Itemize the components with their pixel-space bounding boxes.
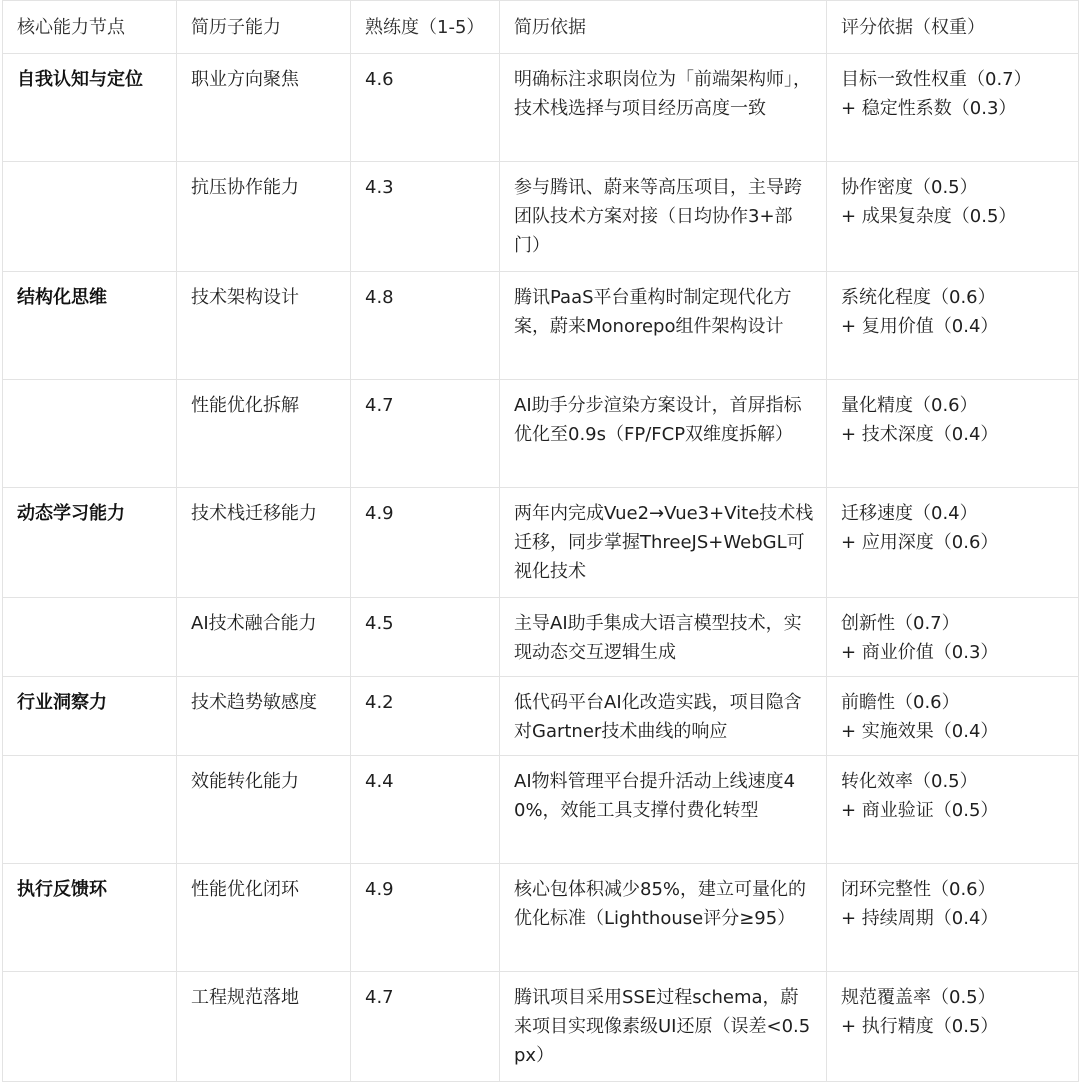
evidence-cell: 腾讯PaaS平台重构时制定现代化方案，蔚来Monorepo组件架构设计 (500, 272, 827, 380)
table-row (3, 162, 1079, 272)
sub-ability-cell: 性能优化拆解 (177, 380, 351, 488)
basis-line: + 执行精度（0.5） (841, 1016, 999, 1037)
core-node-cell (3, 972, 177, 1082)
evidence-cell: 低代码平台AI化改造实践，项目隐含对Gartner技术曲线的响应 (500, 677, 827, 756)
proficiency-cell: 4.8 (351, 272, 500, 380)
basis-line: + 商业价值（0.3） (841, 642, 999, 663)
header-scoring-basis: 评分依据（权重） (827, 1, 1079, 54)
sub-ability-cell: 职业方向聚焦 (177, 54, 351, 162)
core-node-cell: 结构化思维 (3, 272, 177, 380)
core-node-cell (3, 598, 177, 677)
basis-line: 目标一致性权重（0.7） (841, 69, 1032, 90)
table-row (3, 488, 1079, 598)
scoring-basis-cell (827, 864, 1079, 972)
core-node-cell (3, 380, 177, 488)
evidence-cell: 腾讯项目采用SSE过程schema，蔚来项目实现像素级UI还原（误差<0.5px） (500, 972, 827, 1082)
core-node-cell: 自我认知与定位 (3, 54, 177, 162)
proficiency-cell: 4.9 (351, 864, 500, 972)
header-core-node: 核心能力节点 (3, 1, 177, 54)
proficiency-cell: 4.3 (351, 162, 500, 272)
header-sub-ability: 简历子能力 (177, 1, 351, 54)
basis-line: + 技术深度（0.4） (841, 424, 999, 445)
basis-line: + 实施效果（0.4） (841, 721, 999, 742)
evidence-cell: 明确标注求职岗位为「前端架构师」，技术栈选择与项目经历高度一致 (500, 54, 827, 162)
scoring-basis-cell (827, 54, 1079, 162)
basis-line: 系统化程度（0.6） (841, 287, 996, 308)
evidence-cell: 两年内完成Vue2→Vue3+Vite技术栈迁移，同步掌握ThreeJS+WebGL可视化技术 (500, 488, 827, 598)
header-proficiency: 熟练度（1-5） (351, 1, 500, 54)
sub-ability-cell: 技术趋势敏感度 (177, 677, 351, 756)
table-row (3, 272, 1079, 380)
scoring-basis-cell (827, 677, 1079, 756)
scoring-basis-cell (827, 598, 1079, 677)
basis-line: + 稳定性系数（0.3） (841, 98, 1017, 119)
sub-ability-cell: 抗压协作能力 (177, 162, 351, 272)
proficiency-cell: 4.9 (351, 488, 500, 598)
basis-line: + 持续周期（0.4） (841, 908, 999, 929)
basis-line: + 成果复杂度（0.5） (841, 206, 1017, 227)
scoring-basis-cell (827, 756, 1079, 864)
basis-line: 转化效率（0.5） (841, 771, 978, 792)
evidence-cell: 主导AI助手集成大语言模型技术，实现动态交互逻辑生成 (500, 598, 827, 677)
basis-line: 量化精度（0.6） (841, 395, 978, 416)
header-row (3, 1, 1079, 54)
proficiency-cell: 4.5 (351, 598, 500, 677)
scoring-basis-cell (827, 162, 1079, 272)
core-node-cell: 动态学习能力 (3, 488, 177, 598)
sub-ability-cell: 工程规范落地 (177, 972, 351, 1082)
evidence-cell: AI物料管理平台提升活动上线速度40%，效能工具支撑付费化转型 (500, 756, 827, 864)
table-row (3, 380, 1079, 488)
proficiency-cell: 4.4 (351, 756, 500, 864)
core-node-cell (3, 756, 177, 864)
core-node-cell: 执行反馈环 (3, 864, 177, 972)
table-row (3, 54, 1079, 162)
sub-ability-cell: 技术栈迁移能力 (177, 488, 351, 598)
proficiency-cell: 4.7 (351, 380, 500, 488)
table-row (3, 756, 1079, 864)
table-row (3, 864, 1079, 972)
basis-line: + 复用价值（0.4） (841, 316, 999, 337)
evidence-cell: 参与腾讯、蔚来等高压项目，主导跨团队技术方案对接（日均协作3+部门） (500, 162, 827, 272)
evidence-cell: AI助手分步渲染方案设计，首屏指标优化至0.9s（FP/FCP双维度拆解） (500, 380, 827, 488)
evidence-cell: 核心包体积减少85%，建立可量化的优化标准（Lighthouse评分≥95） (500, 864, 827, 972)
proficiency-cell: 4.7 (351, 972, 500, 1082)
proficiency-cell: 4.2 (351, 677, 500, 756)
sub-ability-cell: 技术架构设计 (177, 272, 351, 380)
scoring-basis-cell (827, 488, 1079, 598)
scoring-basis-cell (827, 272, 1079, 380)
basis-line: 前瞻性（0.6） (841, 692, 960, 713)
basis-line: 闭环完整性（0.6） (841, 879, 996, 900)
proficiency-cell: 4.6 (351, 54, 500, 162)
scoring-basis-cell (827, 972, 1079, 1082)
sub-ability-cell: 效能转化能力 (177, 756, 351, 864)
table-row (3, 677, 1079, 756)
sub-ability-cell: AI技术融合能力 (177, 598, 351, 677)
core-node-cell (3, 162, 177, 272)
basis-line: + 商业验证（0.5） (841, 800, 999, 821)
scoring-basis-cell (827, 380, 1079, 488)
table-row (3, 598, 1079, 677)
basis-line: 协作密度（0.5） (841, 177, 978, 198)
sub-ability-cell: 性能优化闭环 (177, 864, 351, 972)
basis-line: 迁移速度（0.4） (841, 503, 978, 524)
basis-line: 创新性（0.7） (841, 613, 960, 634)
basis-line: 规范覆盖率（0.5） (841, 987, 996, 1008)
table-row (3, 972, 1079, 1082)
header-evidence: 简历依据 (500, 1, 827, 54)
basis-line: + 应用深度（0.6） (841, 532, 999, 553)
ability-table (2, 0, 1079, 1082)
core-node-cell: 行业洞察力 (3, 677, 177, 756)
